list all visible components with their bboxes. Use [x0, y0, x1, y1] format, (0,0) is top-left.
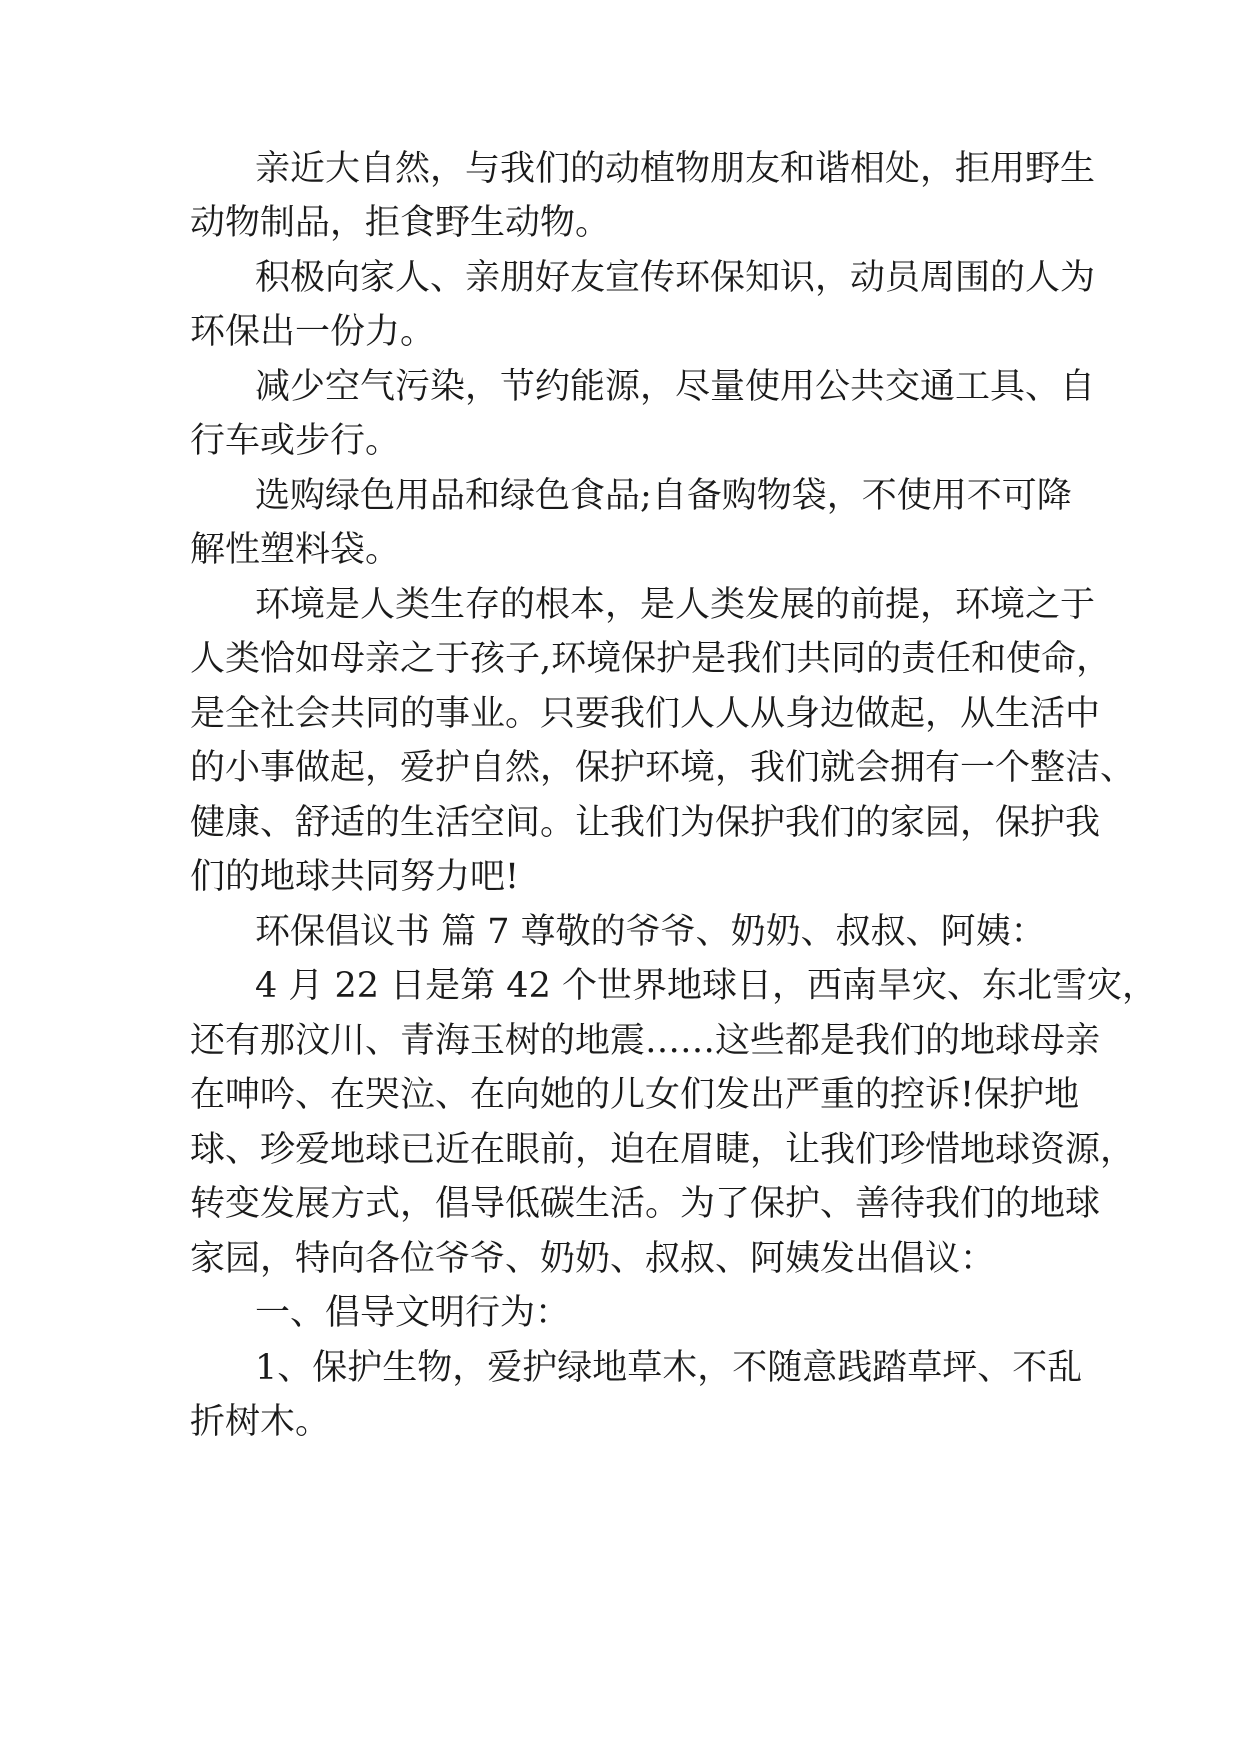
list-heading-line: 一、倡导文明行为：	[255, 1293, 571, 1333]
paragraph-line: 减少空气污染，节约能源，尽量使用公共交通工具、自	[255, 367, 1096, 407]
paragraph-line: 人类恰如母亲之于孩子,环境保护是我们共同的责任和使命，	[190, 639, 1112, 679]
paragraph-line: 转变发展方式，倡导低碳生活。为了保护、善待我们的地球	[190, 1184, 1101, 1224]
paragraph-line: 还有那汶川、青海玉树的地震……这些都是我们的地球母亲	[190, 1021, 1101, 1061]
paragraph-line: 环境是人类生存的根本，是人类发展的前提，环境之于	[255, 585, 1096, 625]
paragraph-line: 行车或步行。	[190, 421, 401, 461]
list-item-line: 1、保护生物，爱护绿地草木，不随意践踏草坪、不乱	[255, 1348, 1083, 1388]
paragraph-line: 是全社会共同的事业。只要我们人人从身边做起，从生活中	[190, 694, 1101, 734]
section-heading-line: 环保倡议书 篇 7 尊敬的爷爷、奶奶、叔叔、阿姨：	[255, 912, 1046, 952]
paragraph-line: 积极向家人、亲朋好友宣传环保知识，动员周围的人为	[255, 258, 1096, 298]
paragraph-line: 动物制品，拒食野生动物。	[190, 203, 611, 243]
paragraph-line: 解性塑料袋。	[190, 530, 401, 570]
paragraph-line: 环保出一份力。	[190, 312, 436, 352]
paragraph-line: 4 月 22 日是第 42 个世界地球日，西南旱灾、东北雪灾，	[255, 966, 1157, 1006]
paragraph-line: 的小事做起，爱护自然，保护环境，我们就会拥有一个整洁、	[190, 748, 1136, 788]
paragraph-line: 家园，特向各位爷爷、奶奶、叔叔、阿姨发出倡议：	[190, 1239, 996, 1279]
paragraph-line: 在呻吟、在哭泣、在向她的儿女们发出严重的控诉!保护地	[190, 1075, 1080, 1115]
list-item-line: 折树木。	[190, 1402, 331, 1442]
paragraph-line: 们的地球共同努力吧!	[190, 857, 520, 897]
paragraph-line: 亲近大自然，与我们的动植物朋友和谐相处，拒用野生	[255, 149, 1096, 189]
paragraph-line: 球、珍爱地球已近在眼前，迫在眉睫，让我们珍惜地球资源，	[190, 1130, 1136, 1170]
paragraph-line: 健康、舒适的生活空间。让我们为保护我们的家园，保护我	[190, 803, 1101, 843]
paragraph-line: 选购绿色用品和绿色食品;自备购物袋，不使用不可降	[255, 476, 1072, 516]
